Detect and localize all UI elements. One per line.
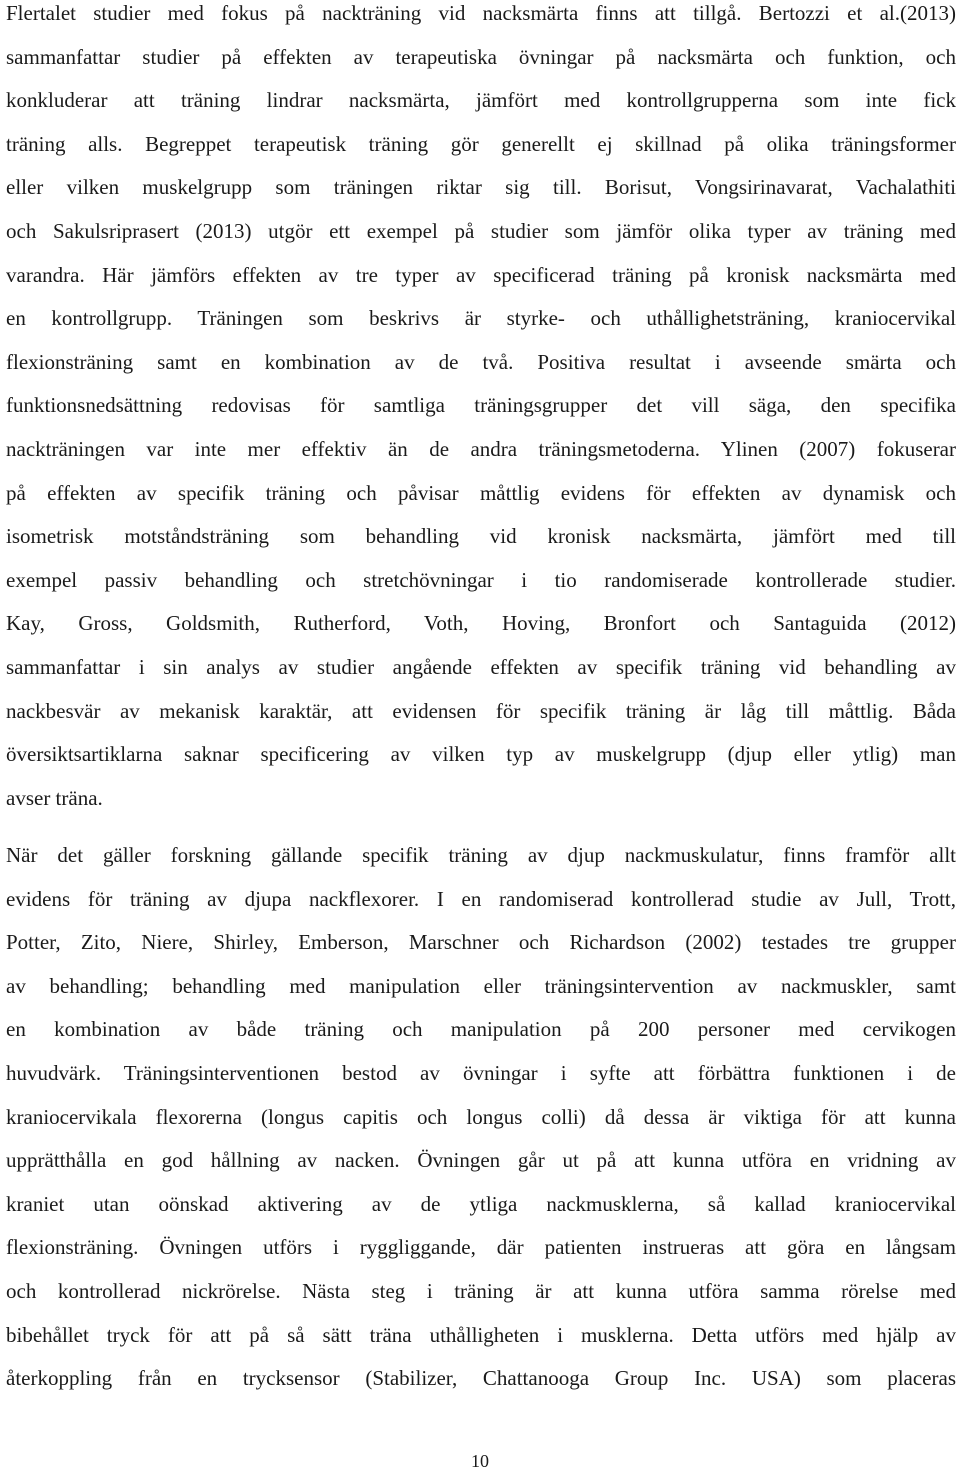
text-line: huvudvärk. Träningsinterventionen bestod av övningar i syfte att förbättra funktionen i de: [6, 1061, 956, 1085]
text-line: av behandling; behandling med manipulation eller träningsintervention av nackmuskler, samt: [6, 974, 956, 998]
text-line: träning alls. Begreppet terapeutisk träning gör generellt ej skillnad på olika träningsformer: [6, 132, 956, 156]
text-line: och kontrollerad nickrörelse. Nästa steg i träning är att kunna utföra samma rörelse med: [6, 1279, 956, 1303]
text-line: evidens för träning av djupa nackflexorer. I en randomiserad kontrollerad studie av Jull, Trott,: [6, 887, 956, 911]
text-line: flexionsträning. Övningen utförs i ryggliggande, där patienten instrueras att göra en långsam: [6, 1235, 956, 1259]
text-line: kraniet utan oönskad aktivering av de ytliga nackmusklerna, så kallad kraniocervikal: [6, 1192, 956, 1216]
text-line: exempel passiv behandling och stretchövningar i tio randomiserade kontrollerade studier.: [6, 568, 956, 592]
text-line: Kay, Gross, Goldsmith, Rutherford, Voth, Hoving, Bronfort och Santaguida (2012): [6, 611, 956, 635]
text-line: en kontrollgrupp. Träningen som beskrivs är styrke- och uthållighetsträning, kraniocervikal: [6, 306, 956, 330]
text-line: sammanfattar i sin analys av studier angående effekten av specifik träning vid behandling av: [6, 655, 956, 679]
text-line: upprätthålla en god hållning av nacken. Övningen går ut på att kunna utföra en vridning av: [6, 1148, 956, 1172]
text-line: på effekten av specifik träning och påvisar måttlig evidens för effekten av dynamisk och: [6, 481, 956, 505]
text-line: återkoppling från en trycksensor (Stabilizer, Chattanooga Group Inc. USA) som placeras: [6, 1366, 956, 1390]
text-line: varandra. Här jämförs effekten av tre typer av specificerad träning på kronisk nacksmärta med: [6, 263, 956, 287]
text-line: konkluderar att träning lindrar nacksmärta, jämfört med kontrollgrupperna som inte fick: [6, 88, 956, 112]
text-line: avser träna.: [6, 786, 103, 810]
text-line: nackbesvär av mekanisk karaktär, att evidensen för specifik träning är låg till måttlig. Båda: [6, 699, 956, 723]
text-line: sammanfattar studier på effekten av terapeutiska övningar på nacksmärta och funktion, och: [6, 45, 956, 69]
text-line: Flertalet studier med fokus på nackträning vid nacksmärta finns att tillgå. Bertozzi et al.(2013): [6, 1, 956, 25]
text-line: flexionsträning samt en kombination av de två. Positiva resultat i avseende smärta och: [6, 350, 956, 374]
text-line: Potter, Zito, Niere, Shirley, Emberson, Marschner och Richardson (2002) testades tre grupper: [6, 930, 956, 954]
text-line: eller vilken muskelgrupp som träningen riktar sig till. Borisut, Vongsirinavarat, Vachalathiti: [6, 175, 956, 199]
text-line: nackträningen var inte mer effektiv än de andra träningsmetoderna. Ylinen (2007) fokuserar: [6, 437, 956, 461]
text-line: bibehållet tryck för att på så sätt träna uthålligheten i musklerna. Detta utförs med hjälp av: [6, 1323, 956, 1347]
text-line: När det gäller forskning gällande specifik träning av djup nackmuskulatur, finns framför allt: [6, 843, 956, 867]
text-line: översiktsartiklarna saknar specificering av vilken typ av muskelgrupp (djup eller ytlig) man: [6, 742, 956, 766]
text-line: kraniocervikala flexorerna (longus capitis och longus colli) då dessa är viktiga för att kunna: [6, 1105, 956, 1129]
text-line: isometrisk motståndsträning som behandling vid kronisk nacksmärta, jämfört med till: [6, 524, 956, 548]
page-number: 10: [471, 1451, 489, 1471]
text-line: funktionsnedsättning redovisas för samtliga träningsgrupper det vill säga, den specifika: [6, 393, 956, 417]
text-line: en kombination av både träning och manipulation på 200 personer med cervikogen: [6, 1017, 956, 1041]
text-line: och Sakulsriprasert (2013) utgör ett exempel på studier som jämför olika typer av träning med: [6, 219, 956, 243]
